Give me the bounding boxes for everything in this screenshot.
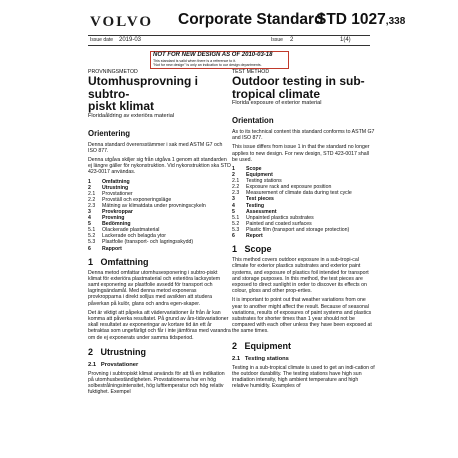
left-title-1: Utomhusprovning i subtro-: [88, 74, 198, 101]
right-orientation-p2: This issue differs from issue 1 in that the standard no longer applies to new design. For new design, STD 423-0017 shall be used.: [232, 144, 370, 163]
not-for-new-design-notice: [150, 51, 289, 69]
right-orientation-heading: Orientation: [232, 116, 274, 125]
right-subtitle: Florida exposure of exterior material: [232, 100, 322, 106]
header-rule: [88, 35, 370, 36]
right-title-2: tropical climate: [232, 86, 321, 101]
left-toc-row: 6 Rapport: [88, 245, 122, 252]
right-toc-row: 5.1 Unpainted plastics substrates: [232, 214, 314, 221]
standard-number: [316, 11, 405, 29]
std-number-suffix: ,338: [385, 16, 406, 27]
right-toc-row: 2 Equipment: [232, 172, 273, 179]
std-number-main: STD 1027: [316, 11, 386, 28]
right-toc-row: 5 Assessment: [232, 208, 277, 215]
right-section-1-heading: 1 Scope: [232, 244, 272, 255]
right-orientation-p1: As to its technical content this standard conforms to ASTM G7 and ISO 877.: [232, 129, 375, 142]
right-toc-row: 5.2 Painted and coated surfaces: [232, 220, 312, 227]
left-section-2-1-heading: 2.1 Provstationer: [88, 361, 139, 368]
left-section-1-p1: Denna metod omfattar utomhusexponering i subtro-piskt klimat för exteriöra plastmaterial och exteriöra lacksystem samt exponering av plastfolie avsedd för transport och lagringsändamål. Med denna metod exponeras provkropparna i direkt solljus med avsikten att studera påverkan på kulör, glans och andra egen-skaper.: [88, 269, 221, 307]
right-contents: [232, 166, 375, 239]
left-orientation-p2: Denna utgåva skiljer sig från utgåva 1 genom att standarden ej längre gäller för nykonstruktion. Vid nykonstruktion ska STD 423-0017 användas.: [88, 156, 231, 176]
left-orientation-heading: Orientering: [88, 128, 131, 138]
notice-title: NOT FOR NEW DESIGN AS OF 2010-03-18: [153, 52, 273, 58]
left-section-2-heading: 2 Utrustning: [88, 346, 146, 357]
right-toc-row: 2.3 Measurement of climate data during test cycle: [232, 190, 352, 197]
right-title-1: Outdoor testing in sub-: [232, 74, 365, 88]
left-toc-row: 5.3 Plastfolie (transport- och lagringsskydd): [88, 239, 194, 246]
left-toc-row: 2.1 Provstationer: [88, 190, 133, 197]
right-toc-row: 2.2 Exposure rack and exposure position: [232, 184, 332, 191]
left-subtitle: Floridaåldring av exteriöra material: [88, 112, 175, 119]
right-toc-row: 5.3 Plastic film (transport and storage protection): [232, 226, 350, 233]
left-toc-row: 2.2 Provställ och exponeringsläge: [88, 196, 172, 203]
right-section-2-1-heading: 2.1 Testing stations: [232, 355, 289, 362]
right-section-2-1-p: Testing in a sub-tropical climate is used to get an indi-cation of the outdoor durability. The testing stations have high sun irradiation intensity, high ambient temperature and high relative humidity. Examples of: [232, 364, 375, 390]
right-toc-row: 2.1 Testing stations: [232, 178, 282, 185]
left-toc-row: 1 Omfattning: [88, 178, 130, 185]
left-orientation-p1: Denna standard överensstämmer i sak med ASTM G7 och ISO 877.: [88, 141, 223, 154]
issue-number: 2: [290, 37, 294, 43]
right-section-1-p2: It is important to point out that weather variations from one year to another might affect the result. Because of seasonal variations, results of exposures of paint systems and plastics substrates for shorter times than 1 year should not be compared with each other unless they have been exposed at the same times.: [232, 297, 372, 335]
volvo-logo: VOLVO: [90, 14, 154, 30]
right-section-1-p1: This method covers outdoor exposure in a sub-tropi-cal climate for exterior plastics substrates and exterior paint systems, and exposure of plastics foil intended for transport and storage purposes. In this method, the test pieces are exposed to direct sunlight in order to discover its effects on colour, gloss and other prop-erties.: [232, 257, 369, 295]
right-doc-label: TEST METHOD: [232, 69, 270, 75]
left-toc-row: 5.2 Lackerade och belagda ytor: [88, 233, 167, 240]
left-toc-row: 4 Provning: [88, 215, 125, 222]
right-section-2-heading: 2 Equipment: [232, 340, 292, 351]
right-toc-row: 6 Report: [232, 233, 263, 240]
notice-line-2: "Not for new design" is only an indication to our design departments.: [153, 63, 262, 68]
notice-line-1: This standard is valid when there is a reference to it.: [153, 59, 237, 63]
left-contents: [88, 179, 231, 252]
meta-rule: [88, 45, 370, 46]
left-doc-label: PROVNINGSMETOD: [88, 69, 138, 75]
english-column: [232, 69, 375, 389]
right-toc-row: 4 Testing: [232, 202, 265, 209]
issue-label: Issue: [271, 37, 283, 43]
left-section-1-heading: 1 Omfattning: [88, 256, 149, 267]
left-toc-row: 5 Bedömning: [88, 221, 131, 228]
left-toc-row: 5.1 Olackerade plastmaterial: [88, 227, 160, 234]
issue-date-label: Issue date: [90, 37, 114, 43]
swedish-column: [88, 69, 231, 396]
left-section-1-p2: Det är viktigt att påpeka att vädervariationer år från år kan komma att påverka resultatet. På grund av års-tidsvariationer skall resultatet av exponeringar av kortare tid än ett år betraktas som ungefärligt och får i inte jämföras med varandra om de ej exponerats under samma tidsperiod.: [88, 309, 231, 341]
left-toc-row: 3 Provkroppar: [88, 208, 133, 215]
right-toc-row: 1 Scope: [232, 166, 262, 173]
left-toc-row: 2 Utrustning: [88, 184, 129, 191]
issue-date: 2019-03: [119, 37, 142, 43]
document-type: Corporate Standard: [178, 11, 324, 28]
left-title-2: piskt klimat: [88, 99, 155, 113]
right-toc-row: 3 Test pieces: [232, 196, 274, 203]
left-section-2-1-p: Provning i subtropiskt klimat används för att få en indikation på utomhusbeständigheten. Provstationerna har en hög solbestrålningsintensitet, hög lufttemperatur och hög relativ fuktighet. Exempel: [88, 370, 225, 396]
left-toc-row: 2.3 Mätning av klimatdata under provningscykeln: [88, 202, 206, 209]
page-number: 1(4): [340, 37, 351, 43]
